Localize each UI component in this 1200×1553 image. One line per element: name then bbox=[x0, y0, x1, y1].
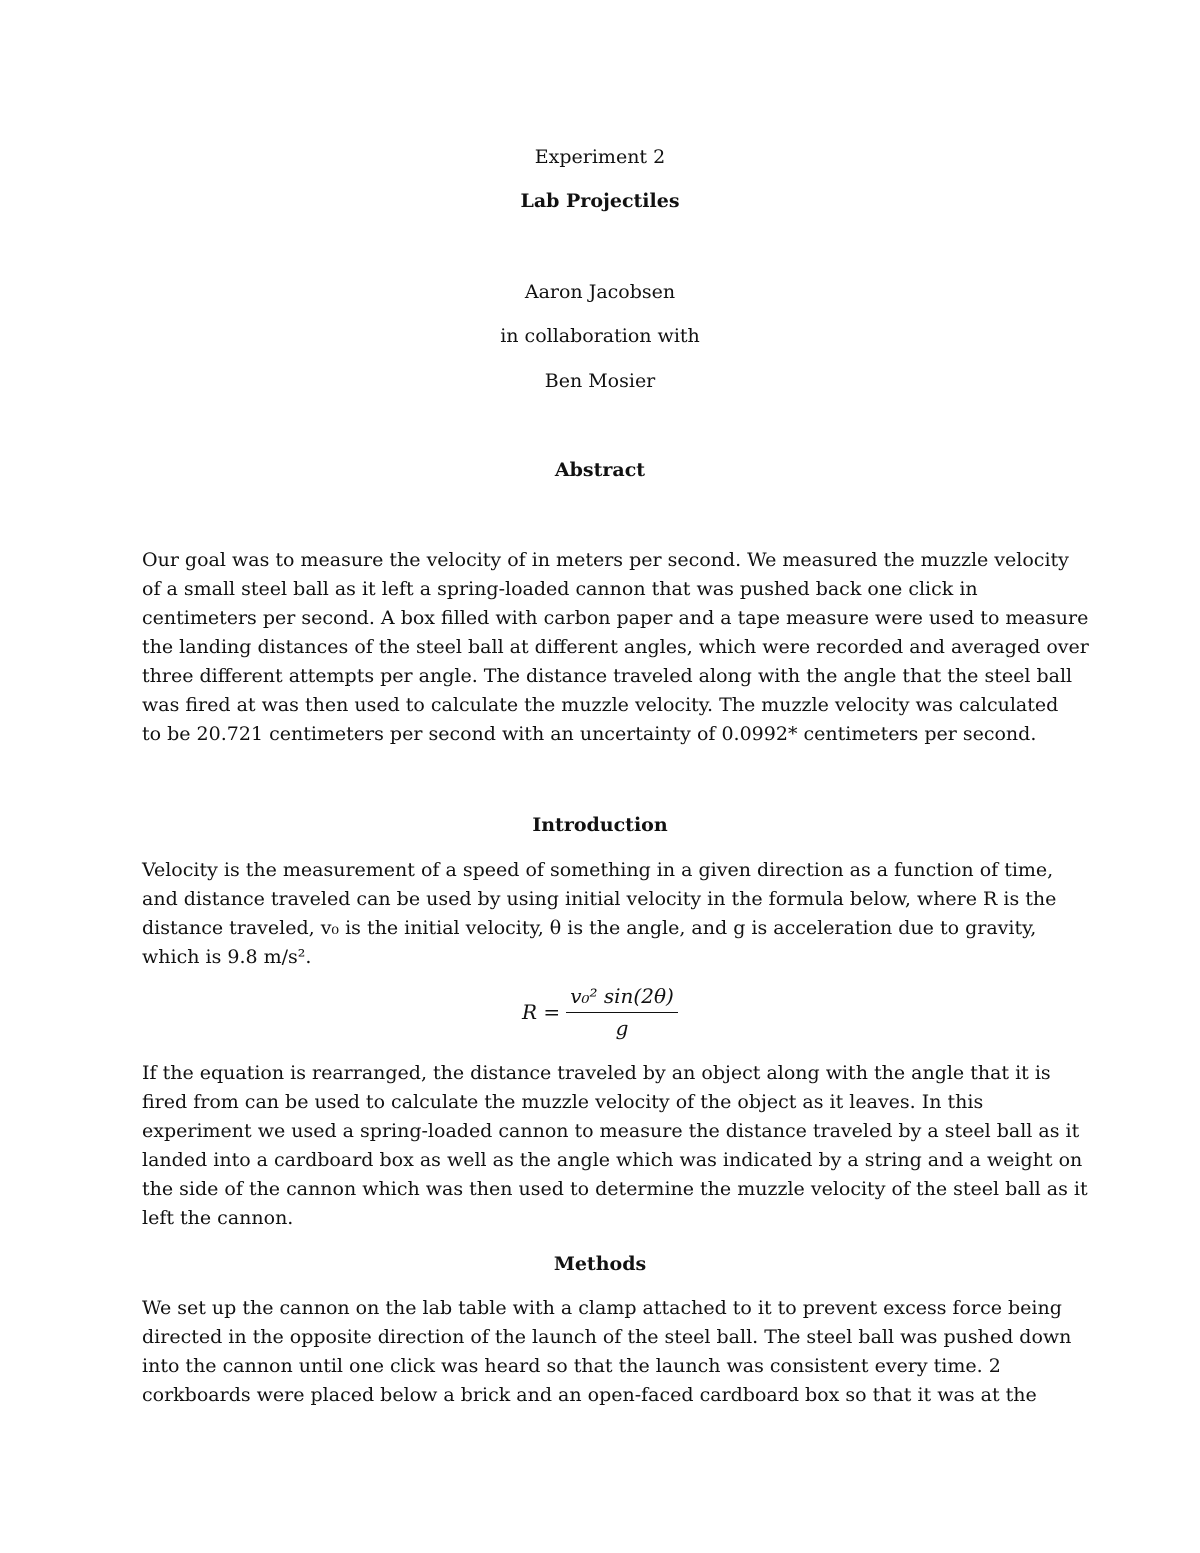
text-line: and distance traveled can be used by using initial velocity in the formula below, where R is the bbox=[142, 888, 1057, 910]
text-line: left the cannon. bbox=[142, 1207, 294, 1229]
text-line: Our goal was to measure the velocity of in meters per second. We measured the muzzle velocity bbox=[142, 549, 1069, 571]
text-line: If the equation is rearranged, the distance traveled by an object along with the angle that it is bbox=[142, 1062, 1051, 1084]
formula-lhs: R = bbox=[522, 1000, 561, 1024]
text-line: directed in the opposite direction of the launch of the steel ball. The steel ball was pushed down bbox=[142, 1326, 1072, 1348]
text-line: was fired at was then used to calculate the muzzle velocity. The muzzle velocity was calculated bbox=[142, 694, 1059, 716]
formula-denominator: g bbox=[615, 1016, 629, 1040]
text-line: the side of the cannon which was then used to determine the muzzle velocity of the steel ball as it bbox=[142, 1178, 1088, 1200]
collaboration-text: in collaboration with bbox=[500, 325, 700, 347]
text-line: experiment we used a spring-loaded cannon to measure the distance traveled by a steel ball as it bbox=[142, 1120, 1080, 1142]
fraction-bar bbox=[566, 1012, 678, 1013]
text-line: Velocity is the measurement of a speed of something in a given direction as a function of time, bbox=[142, 859, 1054, 881]
text-line: corkboards were placed below a brick and an open-faced cardboard box so that it was at the bbox=[142, 1384, 1037, 1406]
text-line: the landing distances of the steel ball at different angles, which were recorded and averaged over bbox=[142, 636, 1089, 658]
formula-numerator: v₀² sin(2θ) bbox=[570, 984, 674, 1008]
methods-paragraph bbox=[142, 1294, 1072, 1410]
document-title: Lab Projectiles bbox=[520, 190, 680, 212]
range-formula bbox=[522, 982, 692, 1042]
introduction-heading: Introduction bbox=[532, 814, 668, 836]
text-line: to be 20.721 centimeters per second with an uncertainty of 0.0992* centimeters per second. bbox=[142, 723, 1037, 745]
author-name: Aaron Jacobsen bbox=[524, 281, 676, 303]
text-line: of a small steel ball as it left a spring-loaded cannon that was pushed back one click in bbox=[142, 578, 978, 600]
text-line: which is 9.8 m/s². bbox=[142, 946, 312, 968]
introduction-paragraph bbox=[142, 856, 1062, 972]
methods-heading: Methods bbox=[553, 1253, 647, 1275]
text-line: into the cannon until one click was heard so that the launch was consistent every time. 2 bbox=[142, 1355, 1001, 1377]
abstract-heading: Abstract bbox=[554, 459, 646, 481]
text-line: fired from can be used to calculate the muzzle velocity of the object as it leaves. In this bbox=[142, 1091, 984, 1113]
introduction-paragraph-2 bbox=[142, 1059, 1088, 1233]
text-line: We set up the cannon on the lab table with a clamp attached to it to prevent excess force being bbox=[142, 1297, 1062, 1319]
text-line: centimeters per second. A box filled with carbon paper and a tape measure were used to measure bbox=[142, 607, 1089, 629]
collaborator-name: Ben Mosier bbox=[544, 370, 656, 392]
text-line: three different attempts per angle. The distance traveled along with the angle that the steel ball bbox=[142, 665, 1073, 687]
text-line: distance traveled, v₀ is the initial velocity, θ is the angle, and g is acceleration due to gravity, bbox=[142, 917, 1037, 939]
experiment-label: Experiment 2 bbox=[534, 146, 666, 168]
abstract-paragraph bbox=[142, 546, 1089, 749]
formula-fraction bbox=[566, 982, 678, 1041]
text-line: landed into a cardboard box as well as the angle which was indicated by a string and a weight on bbox=[142, 1149, 1083, 1171]
